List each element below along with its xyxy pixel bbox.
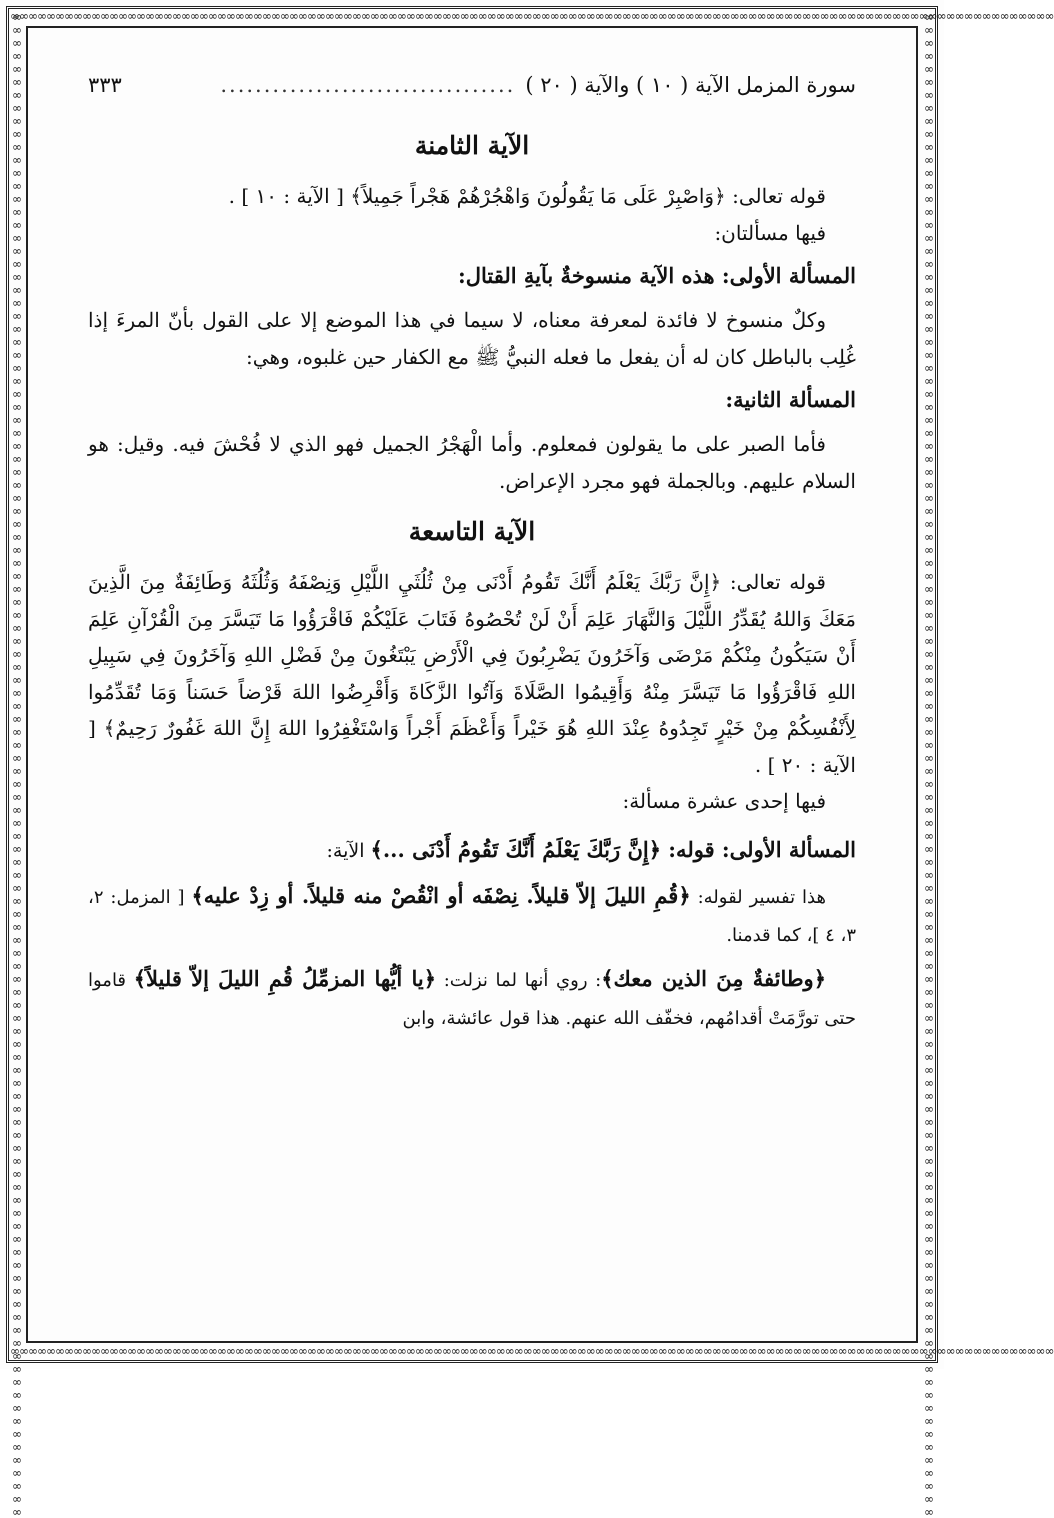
page-number: ٣٣٣ bbox=[88, 73, 122, 97]
running-header bbox=[88, 70, 856, 100]
issue-title-ninth-1-tail: الآية: bbox=[326, 840, 371, 862]
issue-text-ninth-2-tail: قاموا حتى تورَّمَتْ أقدامُهم، فخفّف الله عنهم. هذا قول عائشة، وابن bbox=[88, 970, 856, 1029]
border-chain-left: ∞∞∞∞∞∞∞∞∞∞∞∞∞∞∞∞∞∞∞∞∞∞∞∞∞∞∞∞∞∞∞∞∞∞∞∞∞∞∞∞∞∞∞∞∞∞∞∞∞∞∞∞∞∞∞∞∞∞∞∞∞∞∞∞∞∞∞∞∞∞∞∞∞∞∞∞∞∞∞∞∞∞∞∞∞∞∞∞∞∞∞∞∞∞∞∞∞∞∞∞∞∞∞∞∞∞∞∞∞∞∞∞∞∞∞∞ bbox=[10, 10, 24, 1518]
header-title: سورة المزمل الآية ( ١٠ ) والآية ( ٢٠ ) bbox=[525, 73, 856, 97]
verse-eighth: قوله تعالى: ﴿وَاصْبِرْ عَلَى مَا يَقُولُونَ وَاهْجُرْهُمْ هَجْراً جَمِيلاً﴾ [ الآية : ١٠ ] . bbox=[228, 184, 826, 208]
border-chain-top: ∞∞∞∞∞∞∞∞∞∞∞∞∞∞∞∞∞∞∞∞∞∞∞∞∞∞∞∞∞∞∞∞∞∞∞∞∞∞∞∞∞∞∞∞∞∞∞∞∞∞∞∞∞∞∞∞∞∞∞∞∞∞∞∞∞∞∞∞∞∞∞∞∞∞∞∞∞∞∞∞∞∞∞∞∞∞∞∞∞∞∞∞∞∞∞∞∞∞∞∞∞∞∞∞∞∞∞∞∞∞∞∞∞∞∞∞ bbox=[10, 9, 1054, 23]
intro-ninth: فيها إحدى عشرة مسألة: bbox=[622, 789, 826, 813]
border-chain-bottom: ∞∞∞∞∞∞∞∞∞∞∞∞∞∞∞∞∞∞∞∞∞∞∞∞∞∞∞∞∞∞∞∞∞∞∞∞∞∞∞∞∞∞∞∞∞∞∞∞∞∞∞∞∞∞∞∞∞∞∞∞∞∞∞∞∞∞∞∞∞∞∞∞∞∞∞∞∞∞∞∞∞∞∞∞∞∞∞∞∞∞∞∞∞∞∞∞∞∞∞∞∞∞∞∞∞∞∞∞∞∞∞∞∞∞∞∞ bbox=[10, 1344, 1054, 1358]
issue-title-ninth-1-lead: المسألة الأولى: قوله: ﴿إِنَّ رَبَّكَ يَعْلَمُ أَنَّكَ تَقُومُ أَدْنَى ...﴾ bbox=[370, 837, 856, 862]
issue-text-ninth-1-bold: ﴿قُمِ الليلَ إلاّ قليلاً. نِصْفَه أو انْقُصْ منه قليلاً. أو زِدْ عليه﴾ bbox=[191, 883, 691, 908]
border-chain-right: ∞∞∞∞∞∞∞∞∞∞∞∞∞∞∞∞∞∞∞∞∞∞∞∞∞∞∞∞∞∞∞∞∞∞∞∞∞∞∞∞∞∞∞∞∞∞∞∞∞∞∞∞∞∞∞∞∞∞∞∞∞∞∞∞∞∞∞∞∞∞∞∞∞∞∞∞∞∞∞∞∞∞∞∞∞∞∞∞∞∞∞∞∞∞∞∞∞∞∞∞∞∞∞∞∞∞∞∞∞∞∞∞∞∞∞∞ bbox=[922, 10, 936, 1518]
issue-text-ninth-1 bbox=[88, 877, 856, 954]
verse-ninth: قوله تعالى: ﴿إِنَّ رَبَّكَ يَعْلَمُ أَنَّكَ تَقُومُ أَدْنَى مِنْ ثُلُثَيِ اللَّيْلِ وَنِصْفَهُ وَثُلُثَهُ وَطَائِفَةٌ مِنَ الَّذِينَ مَعَكَ وَاللهُ يُقَدِّرُ اللَّيْلَ وَالنَّهَارَ عَلِمَ أَنْ لَنْ تُحْصُوهُ فَتَابَ عَلَيْكُمْ فَاقْرَؤُوا مَا تَيَسَّرَ مِنَ الْقُرْآنِ عَلِمَ أَنْ سَيَكُونُ مِنْكُمْ مَرْضَى وَآخَرُونَ يَضْرِبُونَ فِي الْأَرْضِ يَبْتَغُونَ مِنْ فَضْلِ اللهِ وَآخَرُونَ فِي سَبِيلِ اللهِ فَاقْرَؤُوا مَا تَيَسَّرَ مِنْهُ وَأَقِيمُوا الصَّلَاةَ وَآتُوا الزَّكَاةَ وَأَقْرِضُوا اللهَ قَرْضاً حَسَناً وَمَا تُقَدِّمُوا لِأَنْفُسِكُمْ مِنْ خَيْرٍ تَجِدُوهُ عِنْدَ اللهِ هُوَ خَيْراً وَأَعْظَمَ أَجْراً وَاسْتَغْفِرُوا اللهَ إِنَّ اللهَ غَفُورٌ رَحِيمٌ﴾ [ الآية : ٢٠ ] . bbox=[88, 570, 856, 777]
intro-eighth: فيها مسألتان: bbox=[714, 221, 826, 245]
issue-title-1: المسألة الأولى: هذه الآية منسوخةٌ بآيةِ القتال: bbox=[457, 263, 856, 288]
issue-text-ninth-2-bold: ﴿يا أيُّها المزمِّلُ قُمِ الليلَ إلاّ قليلاً﴾ bbox=[133, 966, 437, 991]
section-heading-eighth: الآية الثامنة bbox=[414, 131, 530, 160]
issue-text-2: فأما الصبر على ما يقولون فمعلوم. وأما الْهَجْرُ الجميل فهو الذي لا فُحْشَ فيه. وقيل: هو السلام عليهم. وبالجملة فهو مجرد الإعراض. bbox=[88, 432, 856, 493]
issue-text-ninth-2 bbox=[88, 960, 856, 1037]
issue-text-ninth-2-lead: ﴿وطائفةٌ مِنَ الذين معك﴾ bbox=[601, 966, 826, 991]
issue-text-1: وكلٌ منسوخ لا فائدة لمعرفة معناه، لا سيما في هذا الموضع إلا على القول بأنّ المرءَ إذا غُلِب بالباطل كان له أن يفعل ما فعله النبيُّ ﷺ مع الكفار حين غلبوه، وهي: bbox=[88, 308, 856, 369]
issue-text-ninth-1-tail: [ المزمل: ٢، ٣، ٤ ]، كما قدمنا. bbox=[88, 887, 856, 946]
verse-block-ninth bbox=[88, 564, 856, 783]
issue-title-2: المسألة الثانية: bbox=[725, 387, 856, 412]
section-heading-ninth: الآية التاسعة bbox=[408, 517, 536, 546]
issue-text-ninth-1-lead: هذا تفسير لقوله: bbox=[690, 887, 826, 908]
page-content bbox=[88, 60, 856, 1329]
issue-text-ninth-2-mid: : روي أنها لما نزلت: bbox=[436, 970, 602, 991]
issue-title-ninth-1 bbox=[88, 830, 856, 871]
header-dots: .................................. bbox=[220, 73, 516, 97]
